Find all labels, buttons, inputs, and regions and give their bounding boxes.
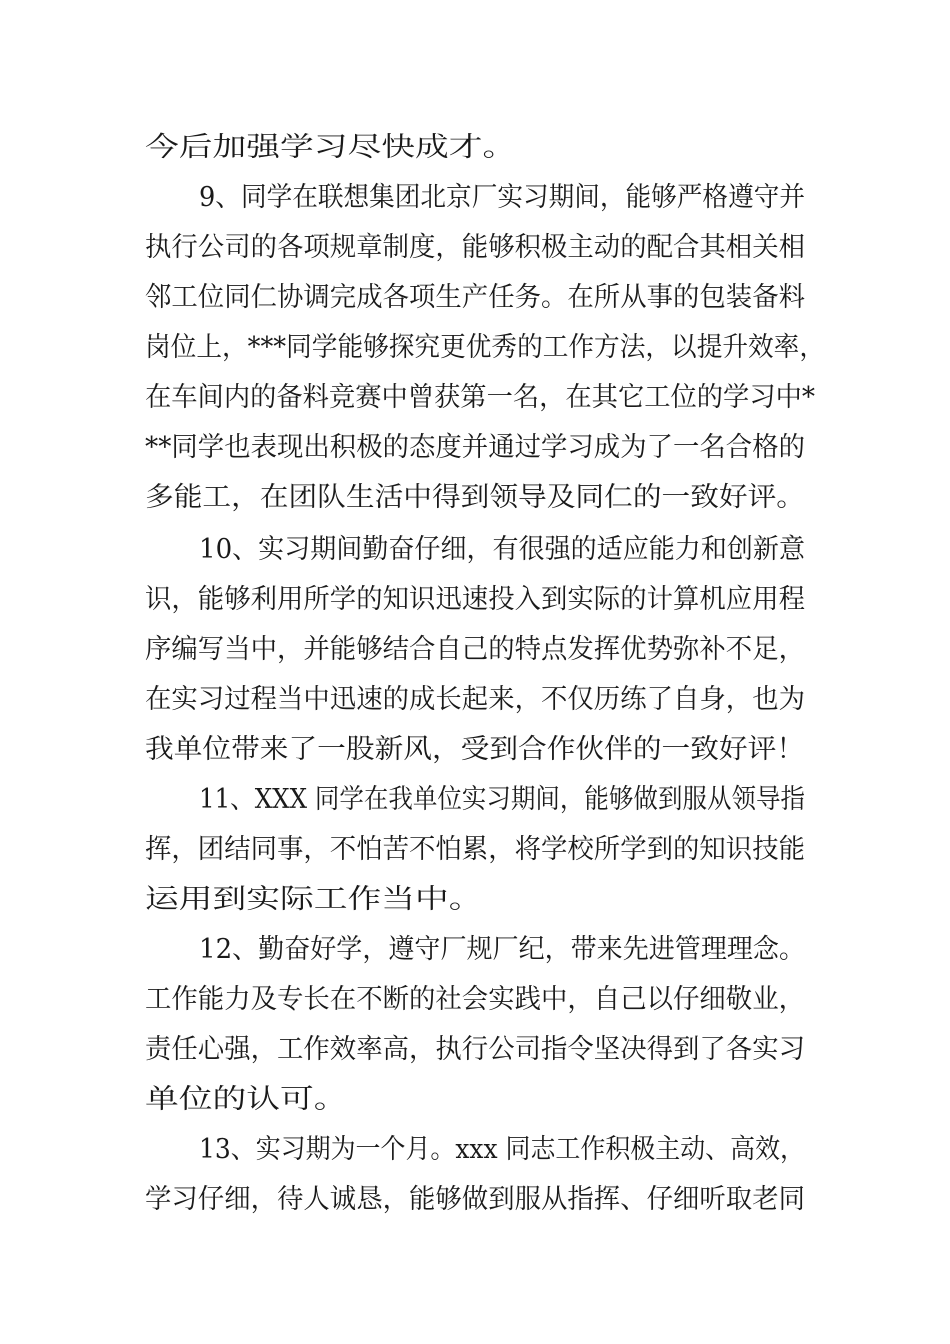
text-line: 序编写当中，并能够结合自己的特点发挥优势弥补不足， — [145, 634, 805, 665]
text-line: 9、同学在联想集团北京厂实习期间，能够严格遵守并 — [199, 182, 805, 213]
text-line: 挥，团结同事，不怕苦不怕累，将学校所学到的知识技能 — [145, 834, 805, 865]
text-line: 在实习过程当中迅速的成长起来，不仅历练了自身，也为 — [145, 684, 805, 715]
text-line: 在车间内的备料竞赛中曾获第一名，在其它工位的学习中* — [145, 382, 815, 413]
text-line: 执行公司的各项规章制度，能够积极主动的配合其相关相 — [145, 232, 805, 263]
text-line: 学习仔细，待人诚恳，能够做到服从指挥、仔细听取老同 — [145, 1184, 805, 1215]
text-line: 运用到实际工作当中。 — [145, 884, 483, 915]
text-line: 单位的认可。 — [145, 1084, 348, 1115]
text-line: 多能工，在团队生活中得到领导及同仁的一致好评。 — [145, 482, 805, 513]
text-line: 岗位上，***同学能够探究更优秀的工作方法，以提升效率， — [145, 332, 825, 363]
text-line: 工作能力及专长在不断的社会实践中，自己以仔细敬业， — [145, 984, 805, 1015]
text-line: 11、XXX 同学在我单位实习期间，能够做到服从领导指 — [199, 784, 805, 815]
text-line: 今后加强学习尽快成才。 — [145, 132, 517, 163]
text-line: 12、勤奋好学，遵守厂规厂纪，带来先进管理理念。 — [199, 934, 805, 965]
text-line: 责任心强，工作效率高，执行公司指令坚决得到了各实习 — [145, 1034, 805, 1065]
text-line: 我单位带来了一股新风，受到合作伙伴的一致好评！ — [145, 734, 805, 765]
text-line: 13、实习期为一个月。xxx 同志工作积极主动、高效， — [199, 1134, 805, 1165]
text-line: **同学也表现出积极的态度并通过学习成为了一名合格的 — [145, 432, 805, 463]
text-line: 10、实习期间勤奋仔细，有很强的适应能力和创新意 — [199, 534, 805, 565]
text-line: 邻工位同仁协调完成各项生产任务。在所从事的包装备料 — [145, 282, 805, 313]
text-line: 识，能够利用所学的知识迅速投入到实际的计算机应用程 — [145, 584, 805, 615]
